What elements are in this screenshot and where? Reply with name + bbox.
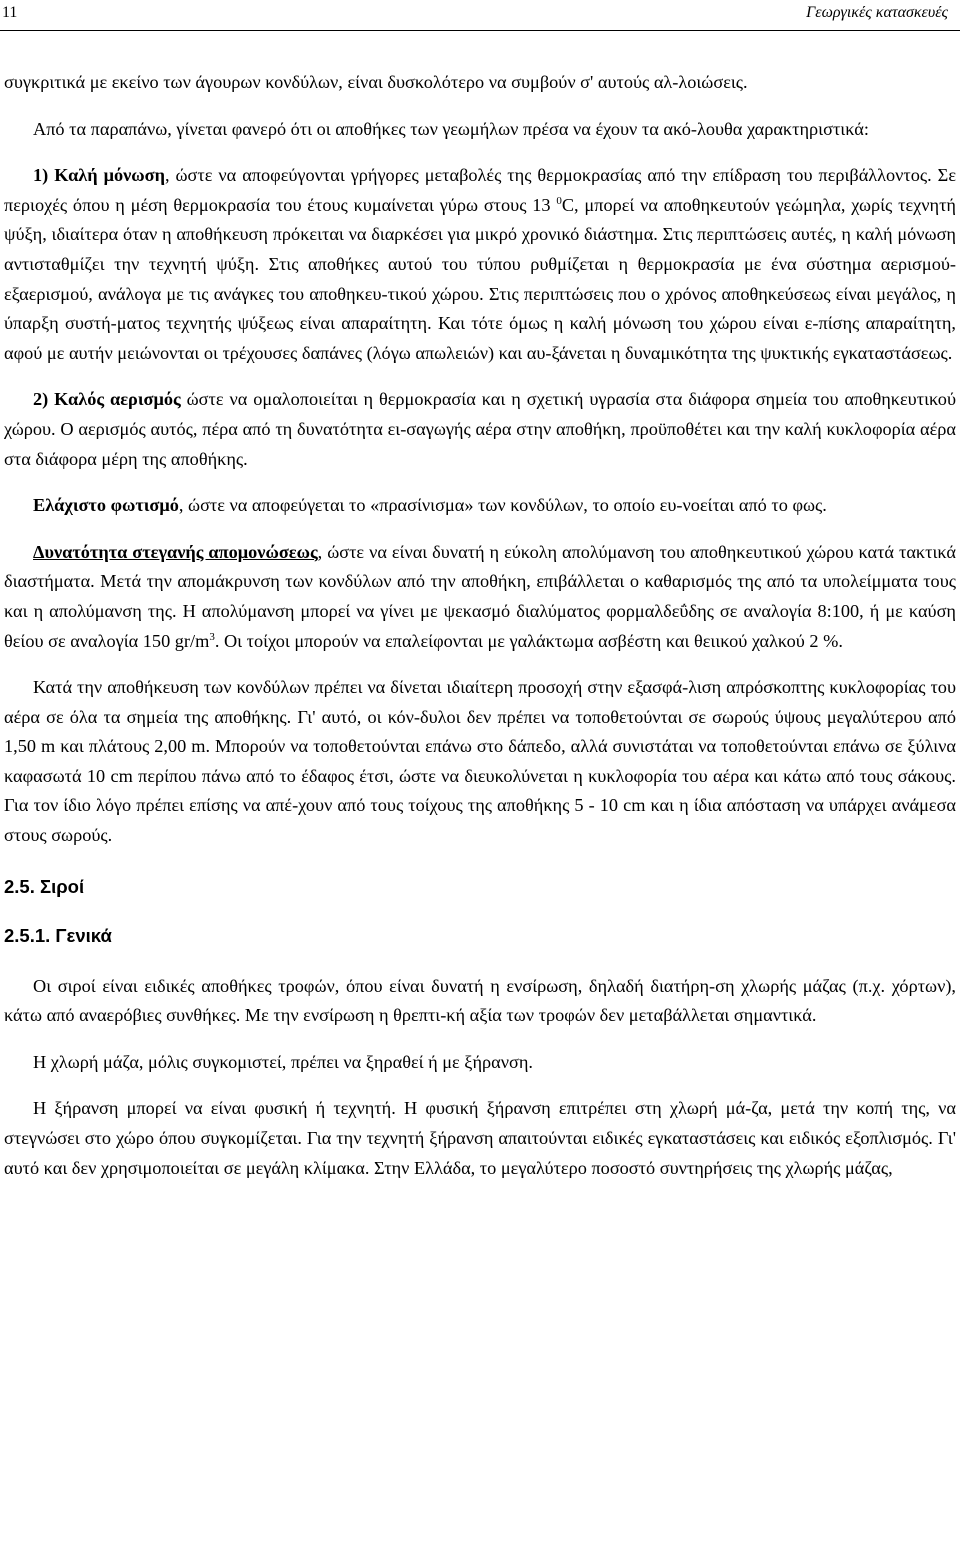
section-heading: 2.5. Σιροί — [4, 875, 85, 897]
subsection-heading: 2.5.1. Γενικά — [4, 924, 112, 946]
list-item-lighting: Ελάχιστο φωτισμό, ώστε να αποφεύγεται το «πρασίνισμα» των κονδύλων, το οποίο ευ-νοείται από το φως. — [33, 495, 827, 516]
page-number: 11 — [2, 4, 18, 21]
paragraph: Η χλωρή μάζα, μόλις συγκομιστεί, πρέπει να ξηραθεί ή με ξήρανση. — [33, 1051, 533, 1072]
item-label: 1) Καλή μόνωση — [33, 165, 165, 186]
item-label: 2) Καλός αερισμός — [33, 389, 181, 410]
list-item-ventilation: 2) Καλός αερισμός ώστε να ομαλοποιείται η θερμοκρασία και η σχετική υγρασία στα διάφορα σημεία του αποθηκευτικού χώρου. Ο αερισμός αυτός, πέρα από τη δυνατότητα ει-σαγωγής αέρα στην αποθήκη, προϋποθέτει και την καλή κυκλοφορία αέρα στα διάφορα μέρη της αποθήκης. — [4, 389, 956, 469]
page-header — [0, 0, 960, 31]
paragraph: συγκριτικά με εκείνο των άγουρων κονδύλων, είναι δυσκολότερο να συμβούν σ' αυτούς αλ-λοιώσεις. — [4, 72, 748, 92]
document-body — [4, 68, 956, 1200]
item-label: Ελάχιστο φωτισμό — [33, 495, 179, 516]
item-label: Δυνατότητα στεγανής απομονώσεως — [33, 541, 318, 562]
paragraph: Οι σιροί είναι ειδικές αποθήκες τροφών, όπου είναι δυνατή η ενσίρωση, δηλαδή διατήρη-ση χλωρής μάζας (π.χ. χόρτων), κάτω από αναερόβιες συνθήκες. Με την ενσίρωση η θρεπτι-κή αξία των τροφών δεν μεταβάλλεται σημαντικά. — [4, 975, 956, 1026]
list-item-insulation: 1) Καλή μόνωση, ώστε να αποφεύγονται γρήγορες μεταβολές της θερμοκρασίας από την επίδραση του περιβάλλοντος. Σε περιοχές όπου η μέση θερμοκρασία του έτους κυμαίνεται γύρω στους 13 $^0$C, μπορεί να αποθηκευτούν γεώμηλα, χωρίς τεχνητή ψύξη, ιδιαίτερα όταν η αποθήκευση πρόκειται να διαρκέσει για μικρό χρονικό διάστημα. Στις περιπτώσεις αυτές, η καλή μόνωση αντισταθμίζει την τεχνητή ψύξη. Στις αποθήκες αυτού του τύπου ρυθμίζεται η θερμοκρασία με ένα σύστημα αερισμού-εξαερισμού, ανάλογα με τις ανάγκες του αποθηκευ-τικού χώρου. Στις περιπτώσεις που ο χρόνος αποθηκεύσεως είναι μεγάλος, η ύπαρξη συστή-ματος τεχνητής ψύξεως είναι απαραίτητη. Και τότε όμως η καλή μόνωση του χώρου είναι ε-πίσης απαραίτητη, αφού με αυτήν μειώνονται οι τρέχουσες δαπάνες (λόγω απωλειών) και αυ-ξάνεται η δυναμικότητα της ψυκτικής εγκαταστάσεως. — [4, 165, 957, 363]
paragraph: Η ξήρανση μπορεί να είναι φυσική ή τεχνητή. Η φυσική ξήρανση επιτρέπει στη χλωρή μά-ζα, μετά την κοπή της, να στεγνώσει στο χώρο όπου συγκομίζεται. Για την τεχνητή ξήρανση απαιτούνται ειδικές εγκαταστάσεις και ειδικός εξοπλισμός. Γι' αυτό και δεν χρησιμοποιείται σε μεγάλη κλίμακα. Στην Ελλάδα, το μεγαλύτερο ποσοστό συντηρήσεις της χλωρής μάζας, — [4, 1098, 956, 1178]
paragraph: Κατά την αποθήκευση των κονδύλων πρέπει να δίνεται ιδιαίτερη προσοχή στην εξασφά-λιση απρόσκοπτης κυκλοφορίας του αέρα σε όλα τα σημεία της αποθήκης. Γι' αυτό, οι κόν-δυλοι δεν πρέπει να τοποθετούνται σε σωρούς ύψους μεγαλύτερου από 1,50 m και πλάτους 2,00 m. Μπορούν να τοποθετούνται επάνω στο δάπεδο, αλλά συνιστάται να τοποθετούνται επάνω σε ξύλινα καφασωτά 10 cm περίπου πάνω από το έδαφος έτσι, ώστε να διευκολύνεται η κυκλοφορία του αέρα και κάτω από τους σάκους. Για τον ίδιο λόγο πρέπει επίσης να απέ-χουν από τους τοίχους της αποθήκης 5 - 10 cm και η ίδια απόσταση να υπάρχει ανάμεσα στους σωρούς. — [4, 677, 956, 846]
running-title: Γεωργικές κατασκευές — [806, 4, 948, 21]
list-item-isolation: Δυνατότητα στεγανής απομονώσεως, ώστε να είναι δυνατή η εύκολη απολύμανση του αποθηκευτικού χώρου κατά τακτικά διαστήματα. Μετά την απομάκρυνση των κονδύλων από την αποθήκη, επιβάλλεται ο καθαρισμός της από τα υπολείμματα τους και η απολύμανση της. Η απολύμανση μπορεί να γίνει με ψεκασμό διαλύματος φορμαλδεΰδης σε αναλογία 8:100, ή με καύση θείου σε αναλογία 150 $gr/m^3$. Οι τοίχοι μπορούν να επαλείφονται με γαλάκτωμα ασβέστη και θειικού χαλκού 2 %. — [4, 541, 956, 651]
paragraph: Από τα παραπάνω, γίνεται φανερό ότι οι αποθήκες των γεωμήλων πρέσα να έχουν τα ακό-λουθα χαρακτηριστικά: — [33, 118, 869, 139]
